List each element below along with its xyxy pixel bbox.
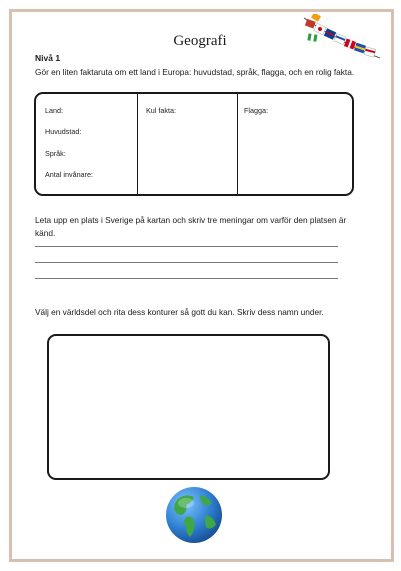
flag-bunting-icon [302,14,382,72]
instruction-draw-continent: Välj en världsdel och rita dess konturer så gott du kan. Skriv dess namn under. [35,307,324,317]
fact-box-divider-1 [137,94,138,194]
level-heading: Nivå 1 [35,53,61,63]
page-title: Geografi [173,33,227,49]
drawing-box [47,334,330,480]
instruction-fact-box: Gör en liten faktaruta om ett land i Europa: huvudstad, språk, flagga, och en rolig fakta. [35,67,355,77]
population-label: Antal invånare: [45,170,93,179]
fact-box [34,92,354,196]
writing-line [35,278,338,279]
globe-icon [164,485,224,545]
land-label: Land: [45,106,63,115]
flag-label: Flagga: [244,106,268,115]
fun-fact-label: Kul fakta: [146,106,176,115]
language-label: Språk: [45,149,66,158]
writing-line [35,246,338,247]
fact-box-divider-2 [237,94,238,194]
capital-label: Huvudstad: [45,127,82,136]
instruction-sweden-place: Leta upp en plats i Sverige på kartan och skriv tre meningar om varför den platsen är känd. [35,215,347,238]
writing-line [35,262,338,263]
